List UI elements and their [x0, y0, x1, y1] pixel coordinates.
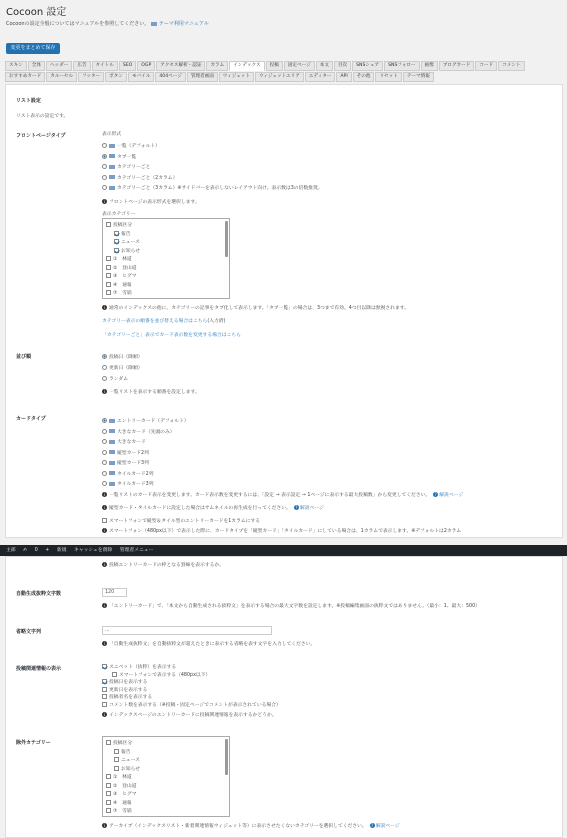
excerpt-length-input[interactable]: 120 [102, 588, 127, 597]
category-order-link-suffix: (入力済) [207, 319, 226, 324]
card-opts-item[interactable] [102, 438, 189, 449]
option-label: タイルカード3列 [117, 482, 154, 487]
tab-3[interactable]: 広告 [73, 61, 90, 71]
thumbnail-icon [109, 461, 115, 465]
card-count-link[interactable]: 「カテゴリーごと」表示でカード表示数を変更する場合はこちら [102, 333, 241, 338]
checkbox[interactable] [106, 222, 111, 227]
info-icon: i [103, 305, 106, 310]
tab-13[interactable]: 目次 [334, 61, 351, 71]
meta-option[interactable] [102, 663, 281, 671]
checkbox[interactable] [112, 672, 117, 677]
category-item[interactable] [106, 790, 226, 799]
category-item[interactable] [106, 782, 226, 791]
front-opts-item[interactable] [102, 174, 323, 185]
tab-28[interactable]: ウィジェットエリア [255, 72, 304, 82]
help-icon: ? [434, 492, 437, 497]
card-opts-item[interactable] [102, 480, 189, 491]
sp-one-column-checkbox[interactable]: スマートフォンで縦型＆タイル型のエントリーカードを1カラムにする [102, 517, 260, 524]
checkbox[interactable] [106, 774, 111, 779]
display-category-label: 表示カテゴリー [102, 212, 136, 217]
radio-button[interactable] [102, 164, 107, 169]
front-opts-item[interactable] [102, 184, 323, 195]
display-format-label: 表示形式 [102, 132, 122, 137]
checkbox[interactable] [102, 687, 107, 692]
front-type-label: フロントページタイプ [16, 133, 66, 139]
card-opts-item[interactable] [102, 470, 189, 481]
checkbox[interactable] [106, 791, 111, 796]
category-item[interactable] [106, 238, 226, 247]
checkbox[interactable] [106, 808, 111, 813]
category-label: ② 登山道 [113, 265, 137, 271]
excerpt-label: 自動生成抜粋文字数 [16, 591, 62, 597]
save-all-button[interactable]: 変更をまとめて保存 [6, 43, 60, 54]
exclude-category-list[interactable] [102, 736, 230, 817]
tab-24[interactable]: モバイル [128, 72, 154, 82]
category-label: お知らせ [121, 248, 141, 254]
tab-0[interactable]: スキン [5, 61, 27, 71]
category-label: 投稿区分 [113, 741, 133, 746]
info-icon: i [103, 199, 106, 204]
checkbox[interactable] [102, 679, 107, 684]
display-category-list[interactable] [102, 218, 230, 299]
thumbnail-icon [109, 144, 115, 148]
radio-button[interactable] [102, 481, 107, 486]
more-label: 省略文字列 [16, 629, 42, 635]
tab-1[interactable]: 全体 [28, 61, 45, 71]
info-icon: i [103, 823, 106, 828]
info-icon: i [103, 712, 106, 717]
card-help-link-2[interactable]: 解説ページ [299, 506, 324, 511]
tab-9[interactable]: インデックス [229, 61, 264, 71]
category-label: 報告 [121, 231, 131, 237]
info-icon: i [103, 505, 106, 510]
help-icon: ? [295, 505, 298, 510]
checkbox[interactable] [106, 256, 111, 261]
new-menu[interactable]: + 新規 [45, 548, 67, 553]
radio-button[interactable] [102, 471, 107, 476]
manual-link[interactable]: テーマ利用マニュアル [158, 21, 209, 27]
exclude-help: i アーカイブ（インデックスリスト・新着関連情報ウィジェット等）に表示させたくないカテゴリーを選択してください。 ? 解説ページ [103, 823, 400, 829]
thumbnail-icon [109, 482, 115, 486]
checkbox[interactable] [106, 783, 111, 788]
thumbnail-icon [109, 154, 115, 158]
help-icon: ? [371, 823, 374, 828]
option-label: カテゴリーごと [117, 165, 151, 170]
checkbox[interactable] [106, 290, 111, 295]
tab-25[interactable]: 404ページ [155, 72, 185, 82]
checkbox[interactable] [106, 282, 111, 287]
tab-32[interactable]: リセット [375, 72, 401, 82]
tab-16[interactable]: 画像 [421, 61, 438, 71]
meta-option[interactable] [102, 693, 281, 701]
page-title: Cocoon 設定 [6, 7, 67, 18]
clear-cache-menu[interactable]: キャッシュを削除 [73, 548, 113, 553]
info-icon: i [103, 562, 106, 567]
tab-4[interactable]: タイトル [92, 61, 118, 71]
tab-7[interactable]: アクセス解析・認証 [156, 61, 205, 71]
category-item[interactable] [106, 748, 226, 757]
option-label: 更新日を表示する [109, 687, 148, 693]
category-item[interactable] [106, 264, 226, 273]
thumbnail-icon [109, 450, 115, 454]
tab-22[interactable]: フッター [78, 72, 104, 82]
excerpt-help: i 「エントリーカード」で、「本文から自動生成される抜粋文」を表示する場合の最大文字数を設定します。※投稿編集画面の抜粋文ではありません。（最小：1、最大：500） [103, 603, 480, 609]
option-label: タイルカード2列 [117, 471, 154, 477]
option-label: 大きなカード [117, 440, 146, 445]
card-help-link[interactable]: 解説ページ [439, 493, 464, 498]
checkbox[interactable] [114, 231, 119, 236]
radio-button[interactable] [102, 354, 107, 359]
more-string-input[interactable]: ... [102, 626, 272, 635]
more-help: i 「自動生成抜粋文」を自動抜粋文が超えたときに表示する省略を表す文字を入力してください。 [103, 641, 316, 647]
tab-29[interactable]: エディター [305, 72, 336, 82]
checkbox[interactable] [106, 740, 111, 745]
category-label: ④ 通報 [113, 800, 132, 806]
checkbox[interactable] [114, 248, 119, 253]
category-label: ② 登山道 [113, 783, 137, 789]
tab-20[interactable]: おすすめカード [5, 72, 45, 82]
front-opts-item[interactable] [102, 163, 323, 174]
admin-menu[interactable]: 管理者メニュー [119, 548, 154, 553]
option-label: 更新日（降順） [109, 366, 143, 371]
checkbox[interactable] [102, 694, 107, 699]
radio-button[interactable] [102, 460, 107, 465]
category-label: ① 林道 [113, 257, 132, 262]
card-opts-item[interactable] [102, 459, 189, 470]
thumbnail-icon [109, 186, 115, 190]
thumbnail-icon [109, 471, 115, 475]
category-tab-help: i 通常のインデックスの他に、カテゴリーの記事をタブ化して表示します。「タブ一覧」の場合は、3つまで有効。4つ目以降は無視されます。 [103, 305, 410, 311]
option-label: 縦型カード2列 [117, 450, 149, 456]
order-options [102, 353, 143, 386]
option-label: 大きなカード（先頭のみ） [117, 429, 175, 435]
front-opts-item[interactable] [102, 142, 323, 153]
thumbnail-icon [109, 440, 115, 444]
category-label: ④ 通報 [113, 282, 132, 288]
checkbox[interactable] [114, 766, 119, 771]
category-item[interactable] [106, 756, 226, 765]
category-label: ① 林道 [113, 775, 132, 780]
thumbnail-icon [109, 165, 115, 169]
tab-10[interactable]: 投稿 [266, 61, 283, 71]
scrollbar[interactable] [225, 739, 228, 775]
order-help: i 一覧リストを表示する順番を設定します。 [103, 389, 200, 395]
checkbox[interactable] [114, 749, 119, 754]
tab-8[interactable]: カラム [206, 61, 228, 71]
category-item[interactable] [106, 221, 226, 230]
checkbox[interactable] [114, 239, 119, 244]
info-icon: i [103, 492, 106, 497]
front-type-options [102, 142, 323, 195]
card-opts-item[interactable] [102, 449, 189, 460]
tab-5[interactable]: SEO [119, 61, 136, 71]
category-label: 投稿区分 [113, 223, 133, 228]
option-label: コメント数を表示する（※投稿・固定ページでコメントが表示されている場合） [109, 702, 281, 708]
thumbnail-icon [109, 175, 115, 179]
scrollbar[interactable] [225, 221, 228, 257]
card-opts-item[interactable] [102, 428, 189, 439]
meta-option[interactable] [102, 686, 281, 694]
option-label: タブ一覧 [117, 154, 137, 160]
category-item[interactable] [106, 247, 226, 256]
option-label: 投稿日（降順） [109, 355, 143, 360]
radio-button[interactable] [102, 429, 107, 434]
category-item[interactable] [106, 272, 226, 281]
category-item[interactable] [106, 739, 226, 748]
option-label: カテゴリーごと（3カラム）※サイドバーを表示しないレイアウト向け。表示数は3の倍数推奨。 [117, 186, 323, 191]
option-label: エントリーカード（デフォルト） [117, 419, 189, 424]
checkbox[interactable] [106, 800, 111, 805]
info-icon: i [103, 603, 106, 608]
tab-6[interactable]: OGP [137, 61, 155, 71]
radio-button[interactable] [102, 175, 107, 180]
option-label: カテゴリーごと（2カラム） [117, 175, 178, 181]
radio-button[interactable] [102, 439, 107, 444]
category-label: ③ ヒグマ [113, 274, 137, 279]
option-label: 投稿者名を表示する [109, 695, 153, 700]
meta-option[interactable] [102, 678, 281, 686]
radio-button[interactable] [102, 365, 107, 370]
settings-tabs [5, 61, 563, 83]
meta-options [102, 663, 281, 708]
front-help: i フロントページの表示形式を選択します。 [103, 199, 200, 205]
radio-button[interactable] [102, 418, 107, 423]
category-item[interactable] [106, 765, 226, 774]
exclude-label: 除外カテゴリー [16, 740, 51, 746]
tab-17[interactable]: ブログカード [439, 61, 475, 71]
tab-12[interactable]: 本文 [316, 61, 333, 71]
radio-button[interactable] [102, 154, 107, 159]
category-item[interactable] [106, 281, 226, 290]
tab-31[interactable]: その他 [353, 72, 375, 82]
radio-button[interactable] [102, 376, 107, 381]
list-heading: リスト設定 [16, 98, 41, 104]
category-item[interactable] [106, 773, 226, 782]
category-item[interactable] [106, 255, 226, 264]
card-opts-item[interactable] [102, 417, 189, 428]
category-label: ニュース [121, 240, 140, 245]
checkbox[interactable] [106, 273, 111, 278]
tab-27[interactable]: ウィジェット [219, 72, 254, 82]
option-label: スニペット（抜粋）を表示する [109, 665, 177, 670]
meta-help: i インデックスページのエントリーカードに投稿関連情報を表示するかどうか。 [103, 712, 277, 718]
tab-21[interactable]: カルーセル [46, 72, 77, 82]
sp-help: i スマートフォン（480px以下）で表示した際に、カードタイプを「縦型カード」「タイルカード」にしている場合は、1カラムで表示します。※デフォルトは2カラム [103, 528, 462, 534]
info-icon: i [103, 528, 106, 533]
card-help-2: i 縦型カード・タイルカードに設定した場合はサムネイルの再生成を行ってください。 ? 解説ページ [103, 505, 324, 511]
checkbox[interactable] [102, 518, 107, 523]
category-label: ③ ヒグマ [113, 792, 137, 797]
intro-text: Cocoonの設定全般についてはマニュアルを参照してください。 テーマ利用マニュアル [6, 21, 209, 27]
option-label: 一覧（デフォルト） [117, 144, 160, 149]
card-help-1: i 一覧リストのカード表示を変更します。カード表示数を変更するには、「設定 → 表示設定 → 1ページに表示する最大投稿数」から変更してください。 ? 解説ページ [103, 492, 464, 498]
tab-14[interactable]: SNSシェア [352, 61, 383, 71]
order-opts-item[interactable] [102, 364, 143, 375]
info-icon: i [103, 641, 106, 646]
meta-option[interactable] [102, 701, 281, 709]
checkbox[interactable] [106, 265, 111, 270]
settings-panel-bottom [5, 556, 563, 838]
front-opts-item[interactable] [102, 153, 323, 164]
frame-help: i 投稿エントリーカードの枠となる罫線を表示するか。 [103, 562, 225, 568]
tab-2[interactable]: ヘッダー [46, 61, 72, 71]
order-opts-item[interactable] [102, 353, 143, 364]
category-label: お知らせ [121, 766, 141, 772]
category-order-link[interactable]: カテゴリー表示の順番を並び替える場合はこちら [102, 319, 208, 324]
checkbox[interactable] [102, 702, 107, 707]
comments-count[interactable]: ✍ 0 [23, 548, 38, 553]
admin-bar [0, 545, 567, 556]
order-opts-item[interactable] [102, 375, 143, 386]
tab-23[interactable]: ボタン [105, 72, 127, 82]
option-label: 縦型カード3列 [117, 461, 149, 466]
thumbnail-icon [109, 419, 115, 423]
site-name[interactable]: 主部 [6, 548, 16, 553]
category-label: ニュース [121, 758, 140, 763]
category-item[interactable] [106, 230, 226, 239]
order-label: 並び順 [16, 354, 32, 360]
manual-icon [151, 22, 157, 26]
radio-button[interactable] [102, 185, 107, 190]
info-icon: i [103, 389, 106, 394]
thumbnail-icon [109, 429, 115, 433]
meta-label: 投稿関連情報の表示 [16, 666, 62, 672]
tab-18[interactable]: コード [475, 61, 497, 71]
option-label: ランダム [109, 377, 128, 382]
tab-15[interactable]: SNSフォロー [384, 61, 419, 71]
card-type-label: カードタイプ [16, 416, 46, 422]
option-label: スマートフォンで表示する（480px以下） [119, 672, 211, 678]
option-label: 投稿日を表示する [109, 680, 148, 685]
meta-option[interactable] [102, 671, 281, 679]
tab-30[interactable]: API [336, 72, 351, 82]
radio-button[interactable] [102, 450, 107, 455]
tab-26[interactable]: 管理者画面 [187, 72, 218, 82]
category-item[interactable] [106, 807, 226, 816]
category-label: ⑦ 雪崩 [113, 291, 132, 296]
radio-button[interactable] [102, 143, 107, 148]
card-type-options [102, 417, 189, 491]
tab-11[interactable]: 固定ページ [284, 61, 315, 71]
checkbox[interactable] [114, 757, 119, 762]
exclude-help-link[interactable]: 解説ページ [375, 824, 400, 829]
settings-panel-top [5, 84, 563, 538]
category-item[interactable] [106, 799, 226, 808]
tab-19[interactable]: コメント [498, 61, 524, 71]
checkbox[interactable] [102, 664, 107, 669]
list-desc: リスト表示の設定です。 [16, 114, 69, 119]
tab-33[interactable]: テーマ情報 [403, 72, 434, 82]
category-label: ⑦ 雪崩 [113, 809, 132, 814]
category-item[interactable] [106, 289, 226, 298]
category-order-link-line [102, 317, 225, 324]
category-label: 報告 [121, 749, 131, 755]
